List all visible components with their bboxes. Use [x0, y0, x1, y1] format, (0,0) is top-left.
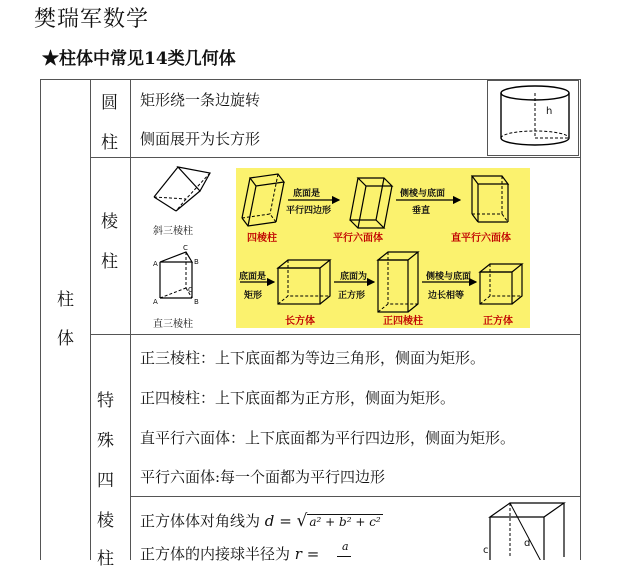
special-item-4: 平行六面体:每一个面都为平行四边形 — [140, 468, 386, 486]
right-prism-label: 直三棱柱 — [153, 319, 193, 330]
prism-family-diagram — [236, 168, 530, 328]
sqrt-symbol: √ — [296, 511, 308, 531]
diagonal-var: d — [264, 512, 275, 530]
special-label-5: 柱 — [97, 549, 114, 569]
special-item-1: 正三棱柱：上下底面都为等边三角形，侧面为矩形。 — [140, 349, 486, 367]
row1-arrow1-line2: 平行四边形 — [286, 206, 332, 216]
special-label-4: 棱 — [97, 511, 114, 531]
special-label-3: 四 — [97, 471, 114, 491]
letter-b1: B — [194, 258, 199, 266]
prism-label-1: 棱 — [101, 212, 118, 232]
shape-regular-quadrangular-prism: 正四棱柱 — [383, 316, 423, 327]
radicand: a² + b² + c² — [309, 515, 381, 529]
row2-arrow1-line2: 矩形 — [244, 291, 263, 301]
inscribed-radius-formula — [140, 543, 319, 564]
oblique-prism-figure — [148, 163, 218, 215]
cylinder-label-1: 圆 — [101, 93, 118, 113]
shape-parallelepiped: 平行六面体 — [333, 233, 383, 244]
section-subtitle: ★柱体中常见14类几何体 — [42, 49, 236, 69]
left-char-2: 体 — [57, 329, 74, 349]
cylinder-line-1: 矩形绕一条边旋转 — [140, 91, 261, 109]
cuboid-c-label: c — [483, 545, 489, 556]
cube-diagonal-formula — [140, 510, 383, 531]
oblique-prism-label: 斜三棱柱 — [153, 226, 193, 237]
fraction-bar — [337, 556, 351, 557]
row2-arrow1-line1: 底面是 — [239, 272, 267, 282]
special-label-1: 特 — [97, 391, 114, 411]
row2-arrow3-line1: 侧棱与底面 — [426, 272, 472, 282]
special-item-3: 直平行六面体：上下底面都为平行四边形，侧面为矩形。 — [140, 429, 516, 447]
letter-a1: A — [153, 260, 158, 268]
row1-arrow2-line2: 垂直 — [412, 206, 431, 216]
row1-arrow1-line1: 底面是 — [293, 189, 321, 199]
special-item-2: 正四棱柱：上下底面都为正方形，侧面为矩形。 — [140, 389, 456, 407]
radius-var: r — [294, 545, 302, 563]
inscribed-text: 正方体的内接球半径为 — [140, 545, 291, 563]
letter-c1: C — [183, 244, 188, 252]
shape-right-parallelepiped: 直平行六面体 — [451, 233, 511, 244]
fraction-numerator: a — [342, 540, 349, 553]
equals-sign-2: = — [306, 545, 320, 563]
shape-cube: 正方体 — [483, 316, 513, 327]
row2-arrow2-line1: 底面为 — [340, 272, 368, 282]
left-char-1: 柱 — [57, 290, 74, 310]
page-title: 樊瑞军数学 — [34, 7, 150, 32]
equals-sign: = — [279, 512, 292, 530]
cylinder-label-2: 柱 — [101, 133, 118, 153]
special-label-2: 殊 — [97, 431, 114, 451]
cylinder-line-2: 侧面展开为长方形 — [140, 130, 261, 148]
cylinder-h-label: h — [546, 106, 553, 117]
prism-label-2: 柱 — [101, 252, 118, 272]
letter-a: A — [153, 298, 158, 306]
cylinder-figure — [487, 80, 579, 156]
row2-arrow2-line2: 正方形 — [338, 291, 366, 301]
cube-diagonal-text: 正方体体对角线为 — [140, 512, 261, 530]
shape-cuboid: 长方体 — [285, 316, 315, 327]
row1-arrow2-line1: 侧棱与底面 — [400, 189, 446, 199]
cuboid-d-label: d — [524, 538, 531, 549]
cuboid-diagonal-figure — [478, 497, 580, 560]
letter-c: C — [188, 286, 193, 294]
shape-quadrangular-prism: 四棱柱 — [247, 233, 277, 244]
letter-b: B — [194, 298, 199, 306]
row2-arrow3-line2: 边长相等 — [428, 291, 465, 301]
